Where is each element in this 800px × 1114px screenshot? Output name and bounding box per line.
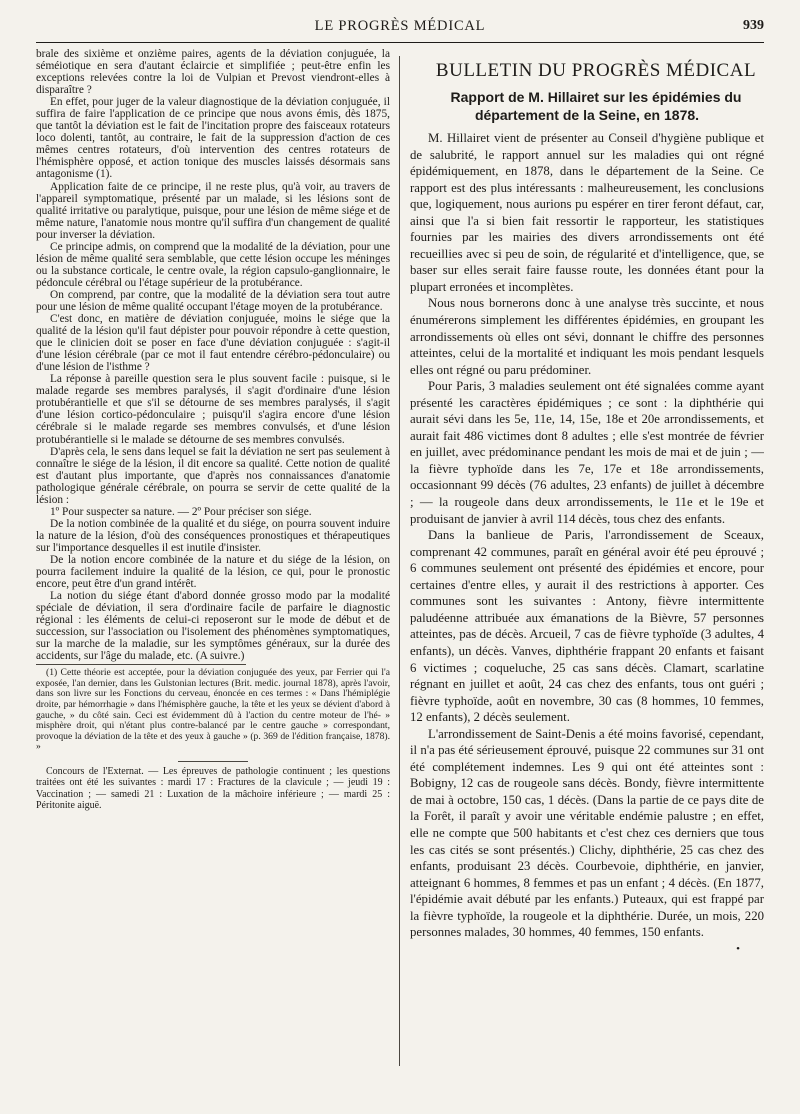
- body-paragraph: La notion du siége étant d'abord donnée grosso modo par la modalité spéciale de déviation, il sera d'ordinaire facile de parfaire le diagnostic régional : les éléments de celui-ci reposeront sur le mode de début et de succession, sur l'association ou l'isolement des phénomènes symptomatiques, sur la marche de la maladie, sur les symptômes généraux, sur la durée des accidents, sur l'âge du malade, etc. (A suivre.): [36, 590, 390, 663]
- body-paragraph: D'après cela, le sens dans lequel se fait la déviation ne sert pas seulement à connaître le siége de la lésion, il dit encore sa qualité. Cette notion de qualité est d'autant plus importante, que d'après nos connaissances d'anatomie pathologique générale cérébrale, on pourra se servir de cette qualité de la lésion :: [36, 445, 390, 506]
- page-number: 939: [743, 18, 764, 33]
- body-paragraph: C'est donc, en matière de déviation conjuguée, moins le siége que la qualité de la lésion qu'il faut dépister pour pouvoir répondre à cette question, que le clinicien doit se poser en face d'une déviation conjuguée : s'agit-il d'une lésion cérébrale (par ce mot il faut entendre cérébro-pédonculaire) ou d'une lésion de l'isthme ?: [36, 313, 390, 374]
- column-divider: [399, 56, 400, 1066]
- body-paragraph: De la notion combinée de la qualité et du siége, on pourra souvent induire la nature de la lésion, d'où des conséquences pronostiques et thérapeutiques sur l'importance desquelles il est inutile d'insister.: [36, 517, 390, 554]
- body-paragraph: 1º Pour suspecter sa nature. — 2º Pour préciser son siége.: [50, 505, 312, 518]
- end-mark: •: [736, 942, 740, 955]
- article-title: Rapport de M. Hillairet sur les épidémies du département de la Seine, en 1878.: [450, 89, 742, 123]
- announcement-rule: [178, 761, 248, 762]
- left-column: [36, 48, 390, 1100]
- body-paragraph: Ce principe admis, on comprend que la modalité de la déviation, pour une lésion de même qualité sera semblable, que cette lésion occupe les méninges ou la substance corticale, le centre ovale, la région capsulo-ganglionnaire, le pédoncule cérébral ou l'étage supérieur de la protubérance.: [36, 240, 390, 289]
- body-paragraph: En effet, pour juger de la valeur diagnostique de la déviation conjuguée, il suffira de faire l'application de ce principe que nous avons émis, dès 1875, que tantôt la déviation est le fait de l'incitation propre des faisceaux rotateurs loco dolenti, tantôt, au contraire, le fait de la suppression d'action de ces mêmes centres rotateurs, d'où intervention des centres rotateurs de l'hémisphère opposé, et action tonique des muscles laissés désormais sans antagonisme (1).: [36, 96, 390, 181]
- body-paragraph: Pour Paris, 3 maladies seulement ont été signalées comme ayant présenté les caractères épidémiques ; ce sont : la diphthérie qui aurait sévi dans les 5e, 11e, 14, 15e, 18e et 20e arrondissements, et aurait fait 486 victimes dont 8 adultes ; elle s'est montrée de février en juillet, avec prédominance pendant les mois de mai et de juin ; — la fièvre typhoïde dans les 7e, 17e et 18e arrondissements, occasionnant 99 décès (76 adultes, 23 enfants) de juillet à décembre ; — la rougeole dans deux arrondissements, le 11e et le 19e et produisant de janvier à avril 114 décès, tous chez des enfants.: [410, 379, 764, 526]
- body-paragraph: Dans la banlieue de Paris, l'arrondissement de Sceaux, comprenant 42 communes, paraît en général avoir été peu éprouvé ; 6 communes seulement ont présenté des épidémies et encore, pour certaines d'entre elles, y aurait il des restrictions à apporter. Ces communes sont les suivantes : Antony, fièvre intermittente paludéenne attribuée aux émanations de la Bièvre, 57 personnes atteintes, pas de décès. Arcueil, 7 cas de fièvre typhoïde (3 adultes, 4 enfants), un décès. Vanves, diphthérie frappant 20 enfants et faisant 6 victimes ; coqueluche, 25 cas sans décès. Clamart, scarlatine régnant en juillet et août, 24 cas chez des enfants, tous ont guéri ; fièvre typhoïde, août en novembre, 30 cas (8 hommes, 10 femmes, 12 enfants), 2 décès seulement.: [410, 528, 764, 725]
- body-paragraph: brale des sixième et onzième paires, agents de la déviation conjuguée, la séméiotique en sera d'autant éclaircie et simplifiée ; peut-être enfin les exceptions relevées contre la loi de Vulpian et Prevost viendront-elles à disparaître ?: [36, 48, 390, 97]
- body-paragraph: Nous nous bornerons donc à une analyse très succinte, et nous énumérerons simplement les différentes épidémies, en groupant les arrondissements où elles ont sévi, donnant le chiffre des personnes atteintes, celui de la mortalité et indiquant les mois pendant lesquels elles ont régné ou paru prédominer.: [410, 296, 764, 377]
- running-header: [36, 12, 764, 43]
- body-paragraph: On comprend, par contre, que la modalité de la déviation sera tout autre pour une lésion de même qualité occupant l'étage moyen de la protubérance.: [36, 288, 390, 313]
- body-paragraph: Application faite de ce principe, il ne reste plus, qu'à voir, au travers de l'appareil symptomatique, présenté par un malade, si les lésions sont de qualité irritative ou paralytique, puisque, pour une lésion de même siége et de même nature, l'anatomie nous montre qu'il suffira d'un changement de qualité pour inverser la déviation.: [36, 180, 390, 241]
- footnote-rule: [36, 664, 246, 665]
- body-paragraph: L'arrondissement de Saint-Denis a été moins favorisé, cependant, il n'a pas été sérieusement éprouvé, puisque 22 communes sur 31 ont été complétement indemnes. Les 9 qui ont été atteintes sont : Bobigny, 12 cas de rougeole sans décès. Bondy, fièvre intermittente de mai à octobre, 150 cas, 1 décès. (Dans la partie de ce pays dite de la Forêt, il paraît y avoir une véritable endémie palustre ; en effet, elle ne compte que 500 habitants et c'est chez ces derniers que tous les cas cités se sont présentés.) Clichy, diphthérie, 25 cas chez des enfants, produisant 23 décès. Courbevoie, diphthérie, en janvier, atteignant 6 hommes, 8 femmes et pas un enfant ; 4 décès. (En 1877, l'épidémie avait débuté par les enfants.) Puteaux, qui est frappé par la fièvre typhoïde, la rougeole et la diphthérie. Durée, un mois, 220 personnes malades, 30 hommes, 40 femmes, 150 enfants.: [410, 726, 764, 940]
- bulletin-title: BULLETIN DU PROGRÈS MÉDICAL: [435, 60, 757, 81]
- body-paragraph: La réponse à pareille question sera le plus souvent facile : puisque, si le malade regarde ses membres paralysés, il s'agit d'ordinaire d'une lésion protubérantielle et que s'il se détourne de ses membres paralysés, il s'agit d'une lésion cortico-pédonculaire ; puisqu'il s'agira encore d'une lésion cérébrale si le malade regarde ses membres convulsés, et d'une lésion protubérantielle si le malade se détourne de ses membres convulsés.: [36, 373, 390, 446]
- body-paragraph: De la notion encore combinée de la nature et du siége de la lésion, on pourra facilement induire la qualité de la lésion, ce qui, pour le pronostic encore, peut être d'un grand intérêt.: [36, 553, 390, 591]
- body-paragraph: M. Hillairet vient de présenter au Conseil d'hygiène publique et de salubrité, le rapport annuel sur les maladies qui ont régné épidémiquement, en 1878, dans le département de la Seine. Ce rapport est des plus intéressants : malheureusement, les conclusions que, logiquement, nous aurions pu espérer en tirer feront défaut, car, ainsi que l'a si bien fait ressortir le rapporteur, les statistiques fournies par les mairies des divers arrondissements ont été recueillies avec si peu de soin, de régularité et d'intelligence, que, se baser sur elles serait faire fausse route, les données étant pour la plupart erronées et incomplètes.: [410, 131, 764, 294]
- journal-title: LE PROGRÈS MÉDICAL: [314, 18, 486, 34]
- footnote: (1) Cette théorie est acceptée, pour la déviation conjuguée des yeux, par Ferrier qui l'a exposée, l'an dernier, dans les Gulstonian lectures (Brit. medic. journal 1878), après l'avoir, dans son livre sur les Fonctions du cerveau, énoncée en ces termes : « Dans l'hémiplégie droite, par hémorrhagie » dans l'hémisphère gauche, la tête et les yeux se dévient d'abord à gauche, » du côté sain. Ceci est évidemment dû à l'action du centre moteur de l'hé- » misphère droit, qui n'étant plus contre-balancé par le centre gauche » correspondant, provoque la déviation de la tête et des yeux à gauche » (p. 369 de l'édition française, 1878). »: [36, 667, 390, 753]
- right-column: [410, 48, 764, 1100]
- announcement: Concours de l'Externat. — Les épreuves de pathologie continuent ; les questions traitées ont été les suivantes : mardi 17 : Fractures de la clavicule ; — jeudi 19 : Vaccination ; — samedi 21 : Luxation de la mâchoire inférieure ; — mardi 25 : Péritonite aiguë.: [36, 765, 390, 811]
